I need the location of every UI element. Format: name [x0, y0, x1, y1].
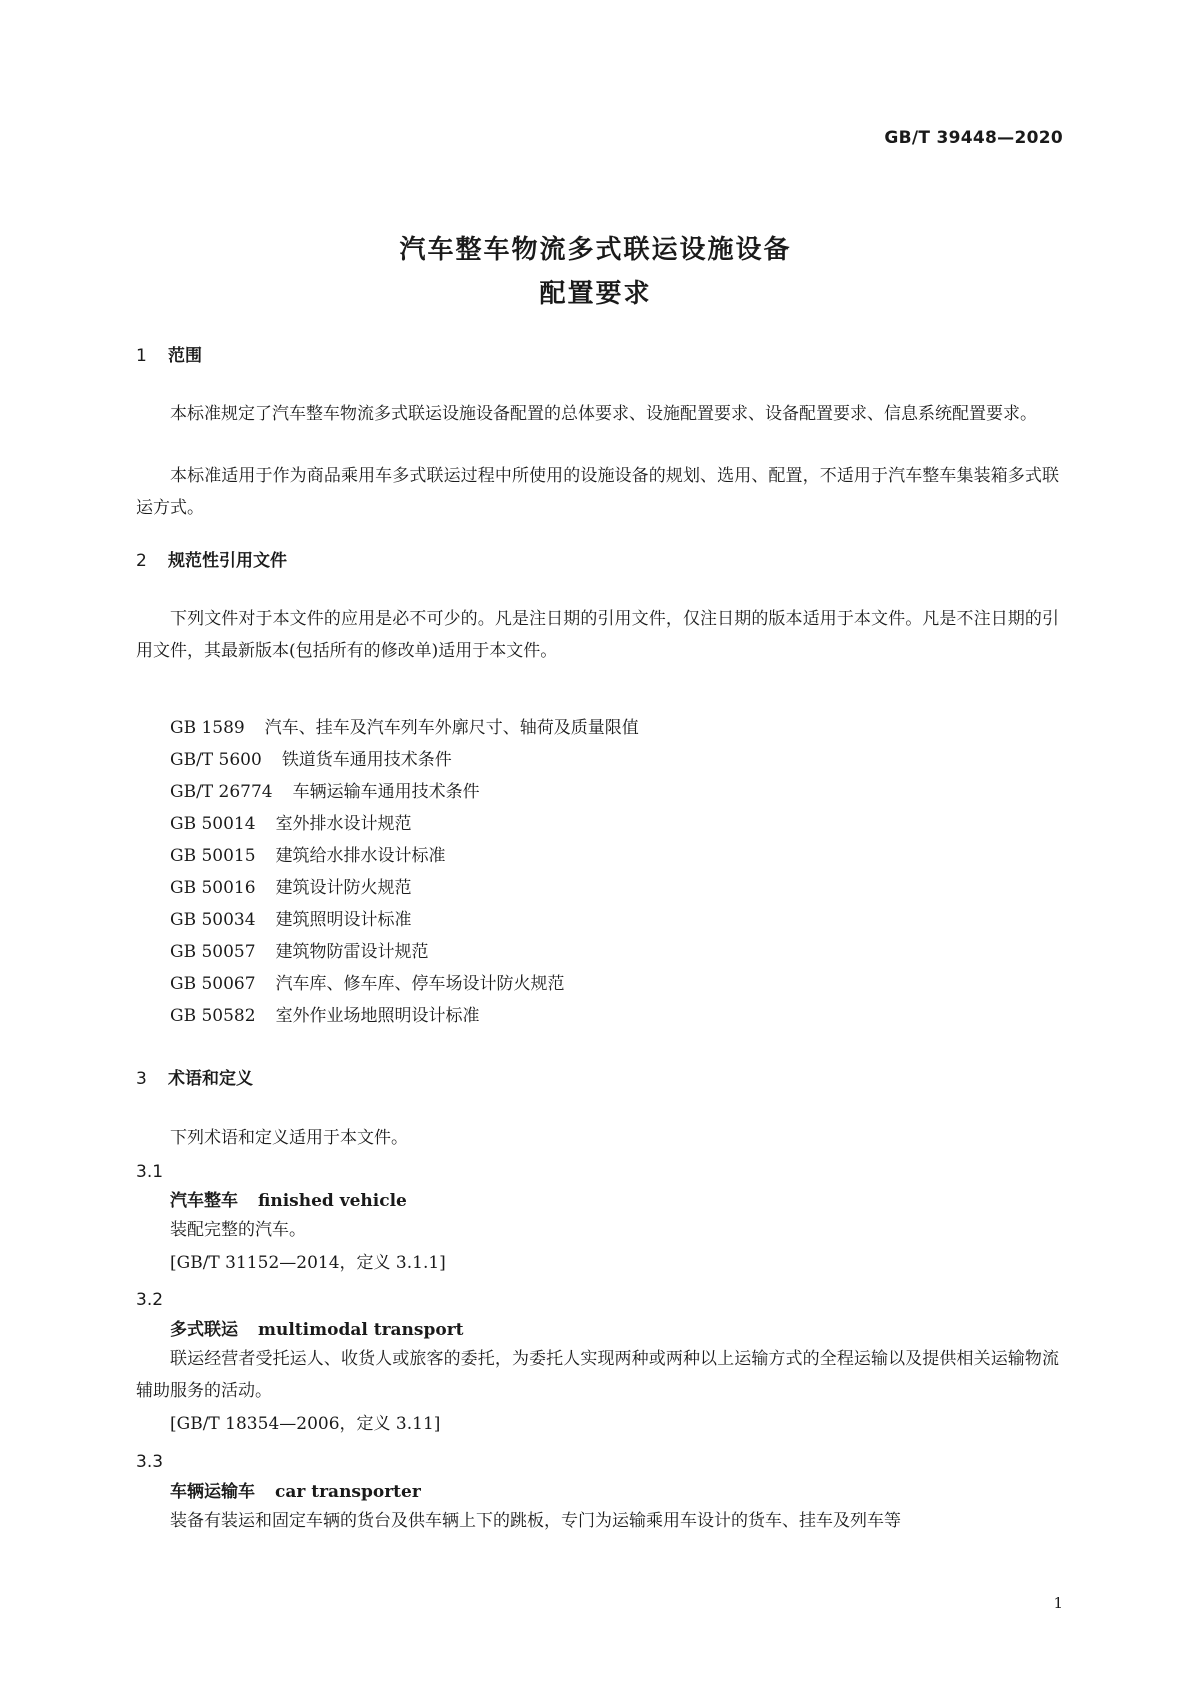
reference-code: GB 50067 — [170, 974, 256, 994]
reference-item — [170, 808, 639, 840]
section-3-intro: 下列术语和定义适用于本文件。 — [170, 1128, 408, 1148]
reference-item — [170, 1000, 639, 1032]
reference-code: GB 50015 — [170, 846, 256, 866]
reference-title: 建筑给水排水设计标准 — [275, 846, 446, 866]
term-number: 3.1 — [136, 1162, 164, 1182]
reference-code: GB 50034 — [170, 910, 256, 930]
reference-title: 铁道货车通用技术条件 — [281, 750, 452, 770]
term-heading — [170, 1480, 421, 1504]
normative-references-list — [170, 712, 639, 1032]
term-definition: 装配完整的汽车。 — [170, 1220, 306, 1240]
term-english: multimodal transport — [258, 1320, 464, 1340]
section-1-paragraph-1: 本标准规定了汽车整车物流多式联运设施设备配置的总体要求、设施配置要求、设备配置要求、信息系统配置要求。 — [170, 404, 1037, 424]
reference-title: 汽车、挂车及汽车列车外廓尺寸、轴荷及质量限值 — [264, 718, 639, 738]
reference-item — [170, 936, 639, 968]
reference-code: GB 50582 — [170, 1006, 256, 1026]
reference-item — [170, 904, 639, 936]
section-3-heading — [136, 1067, 253, 1091]
term-definition: 联运经营者受托运人、收货人或旅客的委托，为委托人实现两种或两种以上运输方式的全程运输以及提供相关运输物流辅助服务的活动。 — [136, 1349, 1059, 1401]
reference-item — [170, 776, 639, 808]
section-2-intro: 下列文件对于本文件的应用是必不可少的。凡是注日期的引用文件，仅注日期的版本适用于本文件。凡是不注日期的引用文件，其最新版本(包括所有的修改单)适用于本文件。 — [136, 609, 1059, 661]
term-heading — [170, 1189, 407, 1213]
reference-code: GB 50057 — [170, 942, 256, 962]
title-line-2: 配置要求 — [539, 279, 652, 309]
term-english: car transporter — [275, 1482, 421, 1502]
term-chinese: 汽车整车 — [170, 1191, 238, 1211]
reference-code: GB/T 5600 — [170, 750, 262, 770]
reference-title: 车辆运输车通用技术条件 — [292, 782, 480, 802]
reference-code: GB/T 26774 — [170, 782, 273, 802]
section-number: 1 — [136, 346, 147, 366]
term-number: 3.3 — [136, 1452, 164, 1472]
section-title: 规范性引用文件 — [168, 551, 287, 571]
page-number: 1 — [1053, 1594, 1063, 1612]
reference-title: 汽车库、修车库、停车场设计防火规范 — [275, 974, 565, 994]
reference-item — [170, 872, 639, 904]
standard-code: GB/T 39448—2020 — [884, 128, 1063, 148]
term-english: finished vehicle — [258, 1191, 407, 1211]
section-1-paragraph-2: 本标准适用于作为商品乘用车多式联运过程中所使用的设施设备的规划、选用、配置，不适用于汽车整车集装箱多式联运方式。 — [136, 466, 1059, 518]
reference-item — [170, 968, 639, 1000]
reference-code: GB 50014 — [170, 814, 256, 834]
reference-title: 室外排水设计规范 — [275, 814, 412, 834]
reference-title: 建筑设计防火规范 — [275, 878, 412, 898]
term-source: [GB/T 18354—2006，定义 3.11] — [170, 1414, 441, 1434]
section-1-heading — [136, 344, 202, 368]
section-title: 范围 — [168, 346, 202, 366]
section-2-heading — [136, 549, 287, 573]
term-source: [GB/T 31152—2014，定义 3.1.1] — [170, 1253, 446, 1273]
reference-item — [170, 840, 639, 872]
term-definition: 装备有装运和固定车辆的货台及供车辆上下的跳板，专门为运输乘用车设计的货车、挂车及列车等 — [170, 1511, 901, 1531]
reference-title: 室外作业场地照明设计标准 — [275, 1006, 480, 1026]
reference-item — [170, 744, 639, 776]
document-title — [0, 228, 1191, 316]
term-chinese: 多式联运 — [170, 1320, 238, 1340]
term-heading — [170, 1318, 464, 1342]
reference-item — [170, 712, 639, 744]
reference-code: GB 50016 — [170, 878, 256, 898]
title-line-1: 汽车整车物流多式联运设施设备 — [399, 235, 792, 265]
term-chinese: 车辆运输车 — [170, 1482, 255, 1502]
section-number: 3 — [136, 1069, 147, 1089]
section-title: 术语和定义 — [168, 1069, 253, 1089]
reference-code: GB 1589 — [170, 718, 245, 738]
section-number: 2 — [136, 551, 147, 571]
reference-title: 建筑照明设计标准 — [275, 910, 412, 930]
term-number: 3.2 — [136, 1290, 164, 1310]
reference-title: 建筑物防雷设计规范 — [275, 942, 429, 962]
